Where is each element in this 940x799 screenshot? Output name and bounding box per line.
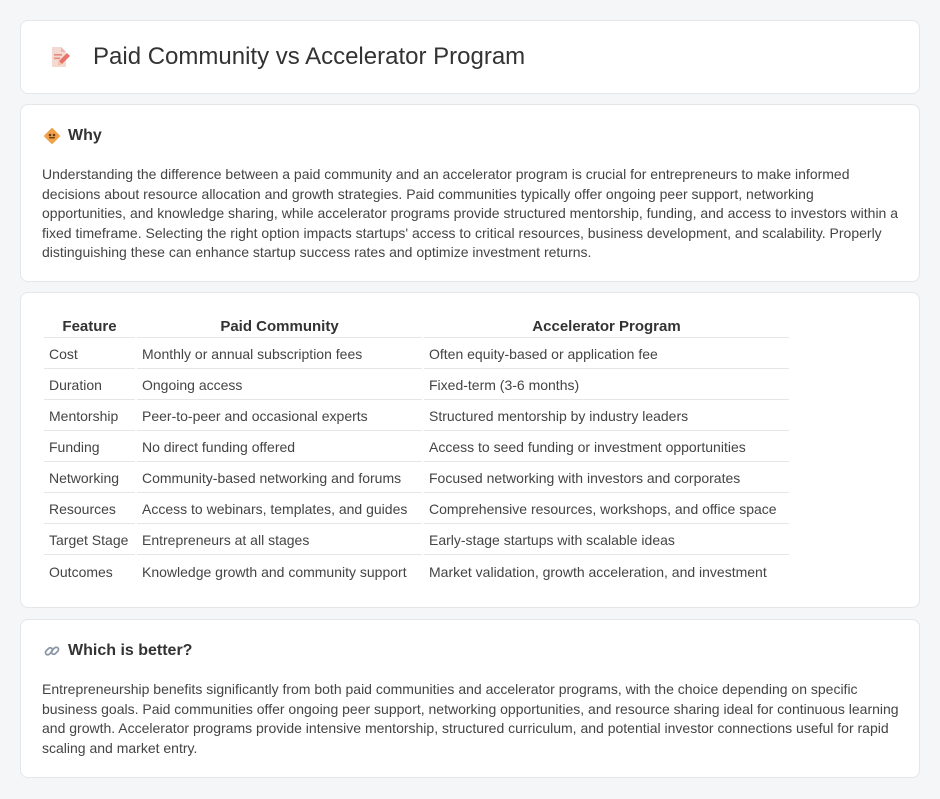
cell-accelerator: Comprehensive resources, workshops, and office space xyxy=(424,495,789,524)
link-icon xyxy=(43,642,61,660)
header-accelerator-program: Accelerator Program xyxy=(424,316,789,338)
why-heading-row xyxy=(43,127,102,145)
cell-accelerator: Often equity-based or application fee xyxy=(424,340,789,369)
better-text: Entrepreneurship benefits significantly from both paid communities and accelerator programs, with the choice depending on specific business goals. Paid communities offer ongoing peer support, networking opportunities, and resource sharing ideal for continuous learning and growth. Accelerator programs provide intensive mentorship, structured curriculum, and potential investor connections useful for rapid scaling and market entry. xyxy=(42,681,899,756)
header-feature: Feature xyxy=(44,316,135,338)
page-title: Paid Community vs Accelerator Program xyxy=(93,43,526,70)
cell-paid: Community-based networking and forums xyxy=(137,464,422,493)
why-text: Understanding the difference between a paid community and an accelerator program is crucial for entrepreneurs to make informed decisions about resource allocation and growth strategies. Paid communities typically offer ongoing peer support, networking opportunities, and knowledge sharing, while accelerator programs provide structured mentorship, funding, and access to investors within a fixed timeframe. Selecting the right option impacts startups' access to critical resources, business development, and scalability. Properly distinguishing these can enhance startup success rates and optimize investment returns. xyxy=(42,166,899,261)
table-row xyxy=(44,526,789,555)
cell-accelerator: Market validation, growth acceleration, and investment xyxy=(429,563,767,580)
cell-feature: Outcomes xyxy=(49,563,113,580)
cell-paid: Peer-to-peer and occasional experts xyxy=(137,402,422,431)
diamond-sign-icon xyxy=(43,127,61,145)
cell-paid: Knowledge growth and community support xyxy=(142,563,407,580)
cell-paid: Entrepreneurs at all stages xyxy=(137,526,422,555)
table-row xyxy=(44,371,789,400)
table-row xyxy=(44,464,789,493)
cell-accelerator: Access to seed funding or investment opportunities xyxy=(424,433,789,462)
title-row xyxy=(47,43,525,71)
cell-accelerator: Fixed-term (3-6 months) xyxy=(424,371,789,400)
table-row xyxy=(44,495,789,524)
document-pencil-icon xyxy=(47,45,71,69)
cell-accelerator: Early-stage startups with scalable ideas xyxy=(424,526,789,555)
cell-feature: Target Stage xyxy=(44,526,135,555)
comparison-table xyxy=(42,314,791,588)
table-row xyxy=(44,433,789,462)
cell-paid: Monthly or annual subscription fees xyxy=(137,340,422,369)
better-heading: Which is better? xyxy=(68,642,193,659)
cell-feature: Mentorship xyxy=(44,402,135,431)
comparison-card xyxy=(20,292,920,608)
cell-feature: Cost xyxy=(44,340,135,369)
cell-paid: Ongoing access xyxy=(137,371,422,400)
cell-feature: Networking xyxy=(44,464,135,493)
cell-paid: No direct funding offered xyxy=(137,433,422,462)
table-row xyxy=(44,557,789,586)
cell-feature: Resources xyxy=(44,495,135,524)
title-card xyxy=(20,20,920,94)
better-card xyxy=(20,619,920,778)
table-row xyxy=(44,340,789,369)
why-card xyxy=(20,104,920,282)
better-heading-row xyxy=(43,642,192,660)
cell-accelerator: Focused networking with investors and corporates xyxy=(424,464,789,493)
why-heading: Why xyxy=(68,127,102,144)
cell-feature: Funding xyxy=(44,433,135,462)
header-paid-community: Paid Community xyxy=(137,316,422,338)
table-header-row xyxy=(44,316,789,338)
cell-feature: Duration xyxy=(44,371,135,400)
cell-accelerator: Structured mentorship by industry leaders xyxy=(424,402,789,431)
cell-paid: Access to webinars, templates, and guides xyxy=(137,495,422,524)
table-row xyxy=(44,402,789,431)
